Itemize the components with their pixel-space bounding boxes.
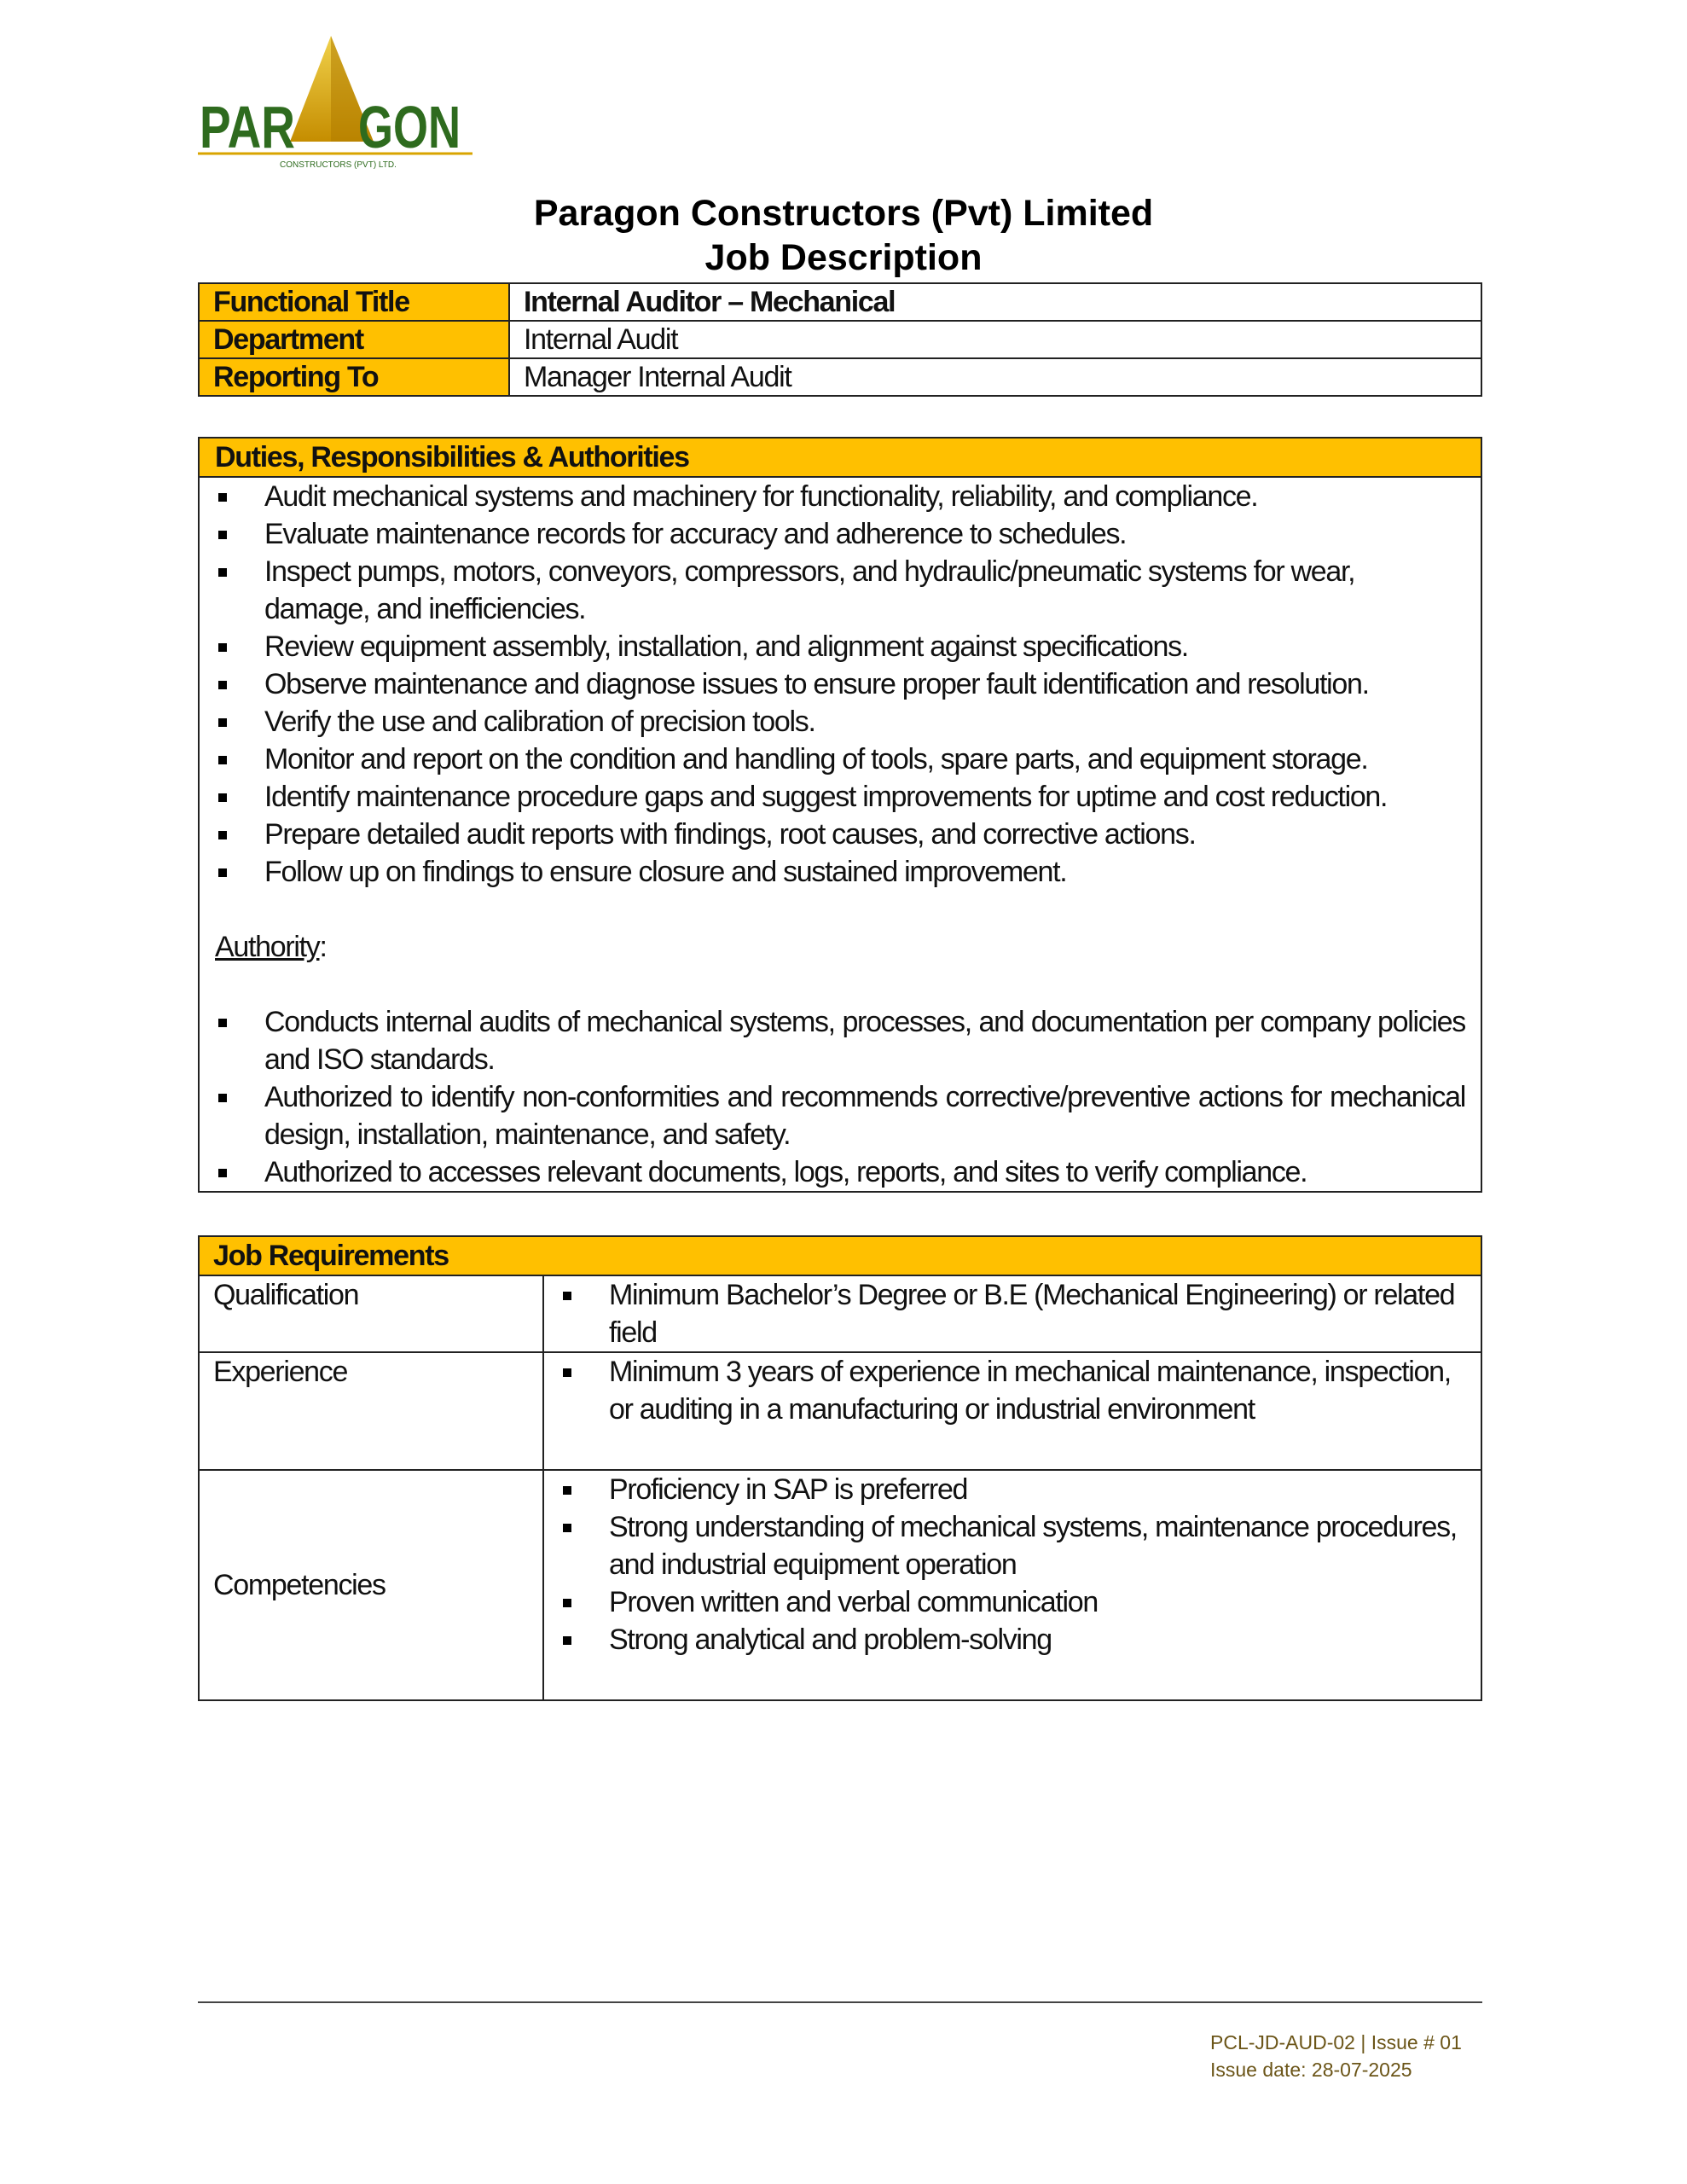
list-item: Monitor and report on the condition and handling of tools, spare parts, and equipment storage.: [215, 741, 1465, 778]
footer-divider: [198, 2001, 1482, 2003]
issue-date: Issue date: 28-07-2025: [1210, 2059, 1412, 2081]
list-item: Observe maintenance and diagnose issues to ensure proper fault identification and resolution.: [215, 665, 1465, 703]
logo-subtitle: CONSTRUCTORS (PVT) LTD.: [280, 160, 397, 170]
requirement-label: Competencies: [199, 1470, 543, 1700]
info-value-functional-title: Internal Auditor – Mechanical: [509, 283, 1481, 321]
logo-text-right: GON: [358, 94, 461, 160]
info-key: Reporting To: [199, 358, 509, 396]
list-item: Conducts internal audits of mechanical systems, processes, and documentation per company policies and ISO standards.: [215, 1003, 1465, 1078]
list-item: Inspect pumps, motors, conveyors, compressors, and hydraulic/pneumatic systems for wear, damage, and inefficiencies.: [215, 553, 1465, 628]
requirement-row-qualification: [199, 1275, 1481, 1352]
requirement-row-competencies: [199, 1470, 1481, 1700]
authority-label: Authority: [215, 931, 320, 963]
info-key: Department: [199, 321, 509, 358]
list-item: Strong analytical and problem-solving: [559, 1621, 1469, 1658]
list-item: Prepare detailed audit reports with findings, root causes, and corrective actions.: [215, 816, 1465, 853]
list-item: Verify the use and calibration of precision tools.: [215, 703, 1465, 741]
company-logo: [194, 34, 484, 171]
info-value-reporting-to: Manager Internal Audit: [509, 358, 1481, 396]
list-item: Authorized to accesses relevant documents, logs, reports, and sites to verify compliance.: [215, 1153, 1465, 1191]
info-row-reporting-to: [199, 358, 1481, 396]
duties-table: [198, 437, 1482, 1193]
document-code: PCL-JD-AUD-02 | Issue # 01: [1210, 2031, 1462, 2053]
footer: [1210, 2029, 1462, 2083]
list-item: Evaluate maintenance records for accuracy and adherence to schedules.: [215, 515, 1465, 553]
list-item: Minimum Bachelor’s Degree or B.E (Mechanical Engineering) or related field: [559, 1276, 1469, 1351]
job-requirements-table: [198, 1235, 1482, 1701]
list-item: Proven written and verbal communication: [559, 1583, 1469, 1621]
requirement-label: Qualification: [199, 1275, 543, 1352]
duties-body: [199, 477, 1481, 1192]
authority-heading: [215, 928, 1465, 966]
list-item: Audit mechanical systems and machinery for functionality, reliability, and compliance.: [215, 478, 1465, 515]
authority-list: [215, 1003, 1465, 1191]
list-item: Identify maintenance procedure gaps and suggest improvements for uptime and cost reduction.: [215, 778, 1465, 816]
info-row-functional-title: [199, 283, 1481, 321]
requirement-label: Experience: [199, 1352, 543, 1470]
list-item: Follow up on findings to ensure closure and sustained improvement.: [215, 853, 1465, 891]
info-row-department: [199, 321, 1481, 358]
job-info-table: [198, 282, 1482, 397]
company-name: Paragon Constructors (Pvt) Limited: [533, 193, 1154, 234]
logo-text-left: PAR: [200, 94, 295, 160]
document-title: Job Description: [704, 237, 983, 278]
info-value-department: Internal Audit: [509, 321, 1481, 358]
list-item: Review equipment assembly, installation, and alignment against specifications.: [215, 628, 1465, 665]
authority-colon: :: [319, 931, 327, 963]
list-item: Authorized to identify non-conformities and recommends corrective/preventive actions for mechanical design, installation, maintenance, and safety.: [215, 1078, 1465, 1153]
list-item: Minimum 3 years of experience in mechanical maintenance, inspection, or auditing in a manufacturing or industrial environment: [559, 1353, 1469, 1428]
requirement-row-experience: [199, 1352, 1481, 1470]
paragon-logo-mark: [194, 34, 484, 171]
requirements-heading: Job Requirements: [199, 1236, 1481, 1275]
info-key: Functional Title: [199, 283, 509, 321]
duties-heading: Duties, Responsibilities & Authorities: [199, 438, 1481, 477]
duties-list: [215, 478, 1465, 891]
list-item: Strong understanding of mechanical systems, maintenance procedures, and industrial equipment operation: [559, 1508, 1469, 1583]
list-item: Proficiency in SAP is preferred: [559, 1471, 1469, 1508]
